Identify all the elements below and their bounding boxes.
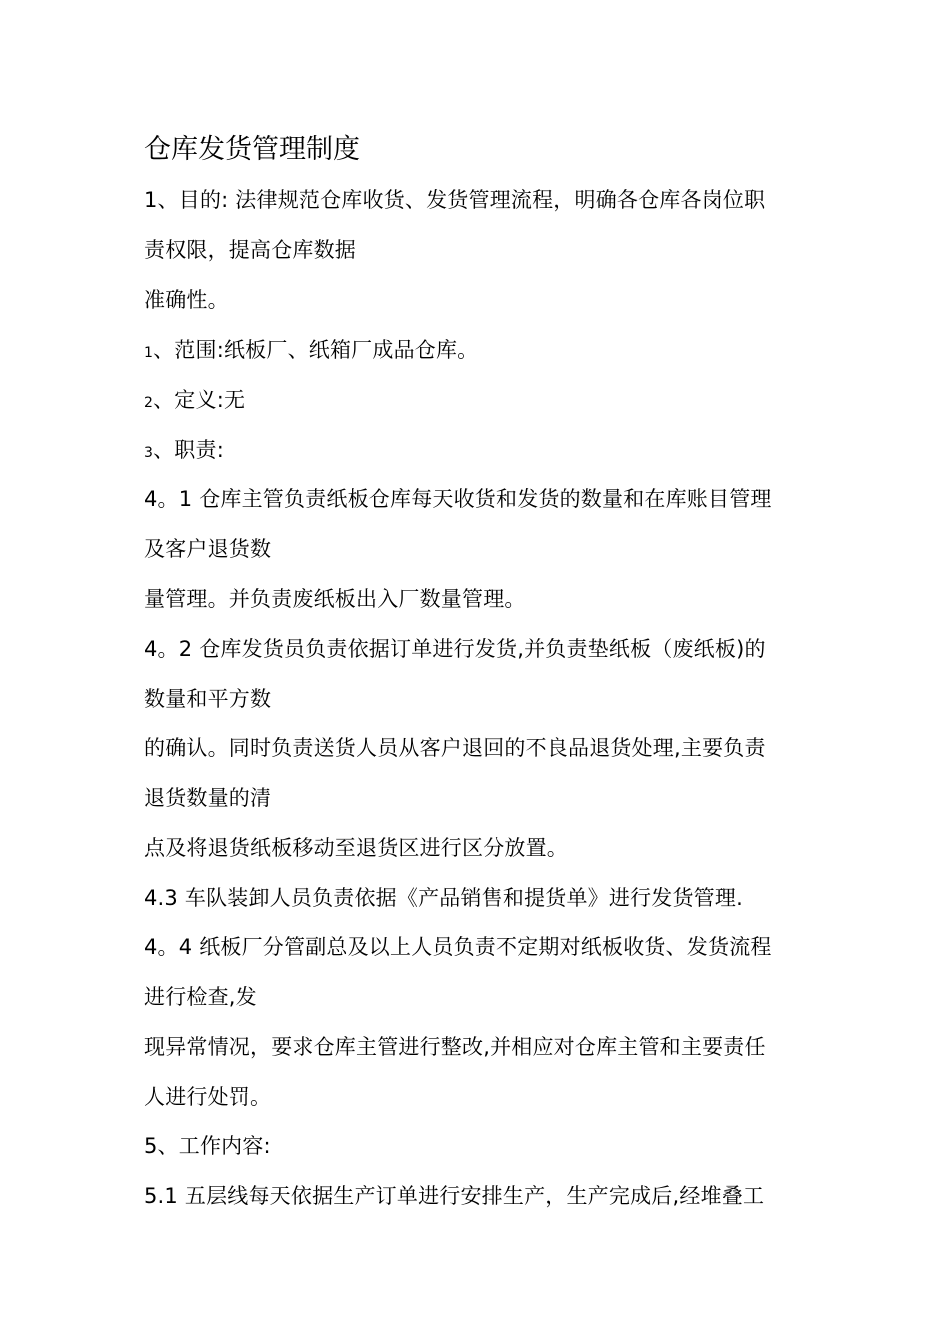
- section-text: 、职责:: [153, 438, 224, 462]
- section-text: 、范围:纸板厂、纸箱厂成品仓库。: [153, 338, 479, 362]
- paragraph-line: 责权限，提高仓库数据: [144, 238, 356, 262]
- paragraph-line: 1、目的: 法律规范仓库收货、发货管理流程，明确各仓库各岗位职: [144, 188, 766, 212]
- section-text: 、定义:无: [153, 388, 246, 412]
- section-number: 3: [144, 445, 154, 461]
- paragraph-line: 的确认。同时负责送货人员从客户退回的不良品退货处理,主要负责: [144, 736, 766, 760]
- paragraph-line: [144, 335, 478, 368]
- paragraph-line: 4.3 车队装卸人员负责依据《产品销售和提货单》进行发货管理.: [144, 886, 743, 910]
- paragraph-line: 数量和平方数: [144, 687, 272, 711]
- paragraph-line: 进行检查,发: [144, 985, 257, 1009]
- paragraph-line: 退货数量的清: [144, 786, 272, 810]
- paragraph-line: 人进行处罚。: [144, 1085, 272, 1109]
- document-title: 仓库发货管理制度: [144, 134, 360, 165]
- paragraph-line: 现异常情况，要求仓库主管进行整改,并相应对仓库主管和主要责任: [144, 1035, 766, 1059]
- paragraph-line: [144, 435, 224, 468]
- paragraph-line: 量管理。并负责废纸板出入厂数量管理。: [144, 587, 526, 611]
- section-number: 2: [144, 395, 154, 411]
- paragraph-line: 4。1 仓库主管负责纸板仓库每天收货和发货的数量和在库账目管理: [144, 487, 772, 511]
- paragraph-line: 5.1 五层线每天依据生产订单进行安排生产，生产完成后,经堆叠工: [144, 1184, 765, 1208]
- paragraph-line: 准确性。: [144, 288, 229, 312]
- paragraph-line: 点及将退货纸板移动至退货区进行区分放置。: [144, 836, 568, 860]
- paragraph-line: 4。4 纸板厂分管副总及以上人员负责不定期对纸板收货、发货流程: [144, 935, 772, 959]
- paragraph-line: 5、工作内容:: [144, 1134, 271, 1158]
- paragraph-line: [144, 385, 245, 418]
- section-number: 1: [144, 345, 154, 361]
- paragraph-line: 4。2 仓库发货员负责依据订单进行发货,并负责垫纸板（废纸板)的: [144, 637, 766, 661]
- paragraph-line: 及客户退货数: [144, 537, 272, 561]
